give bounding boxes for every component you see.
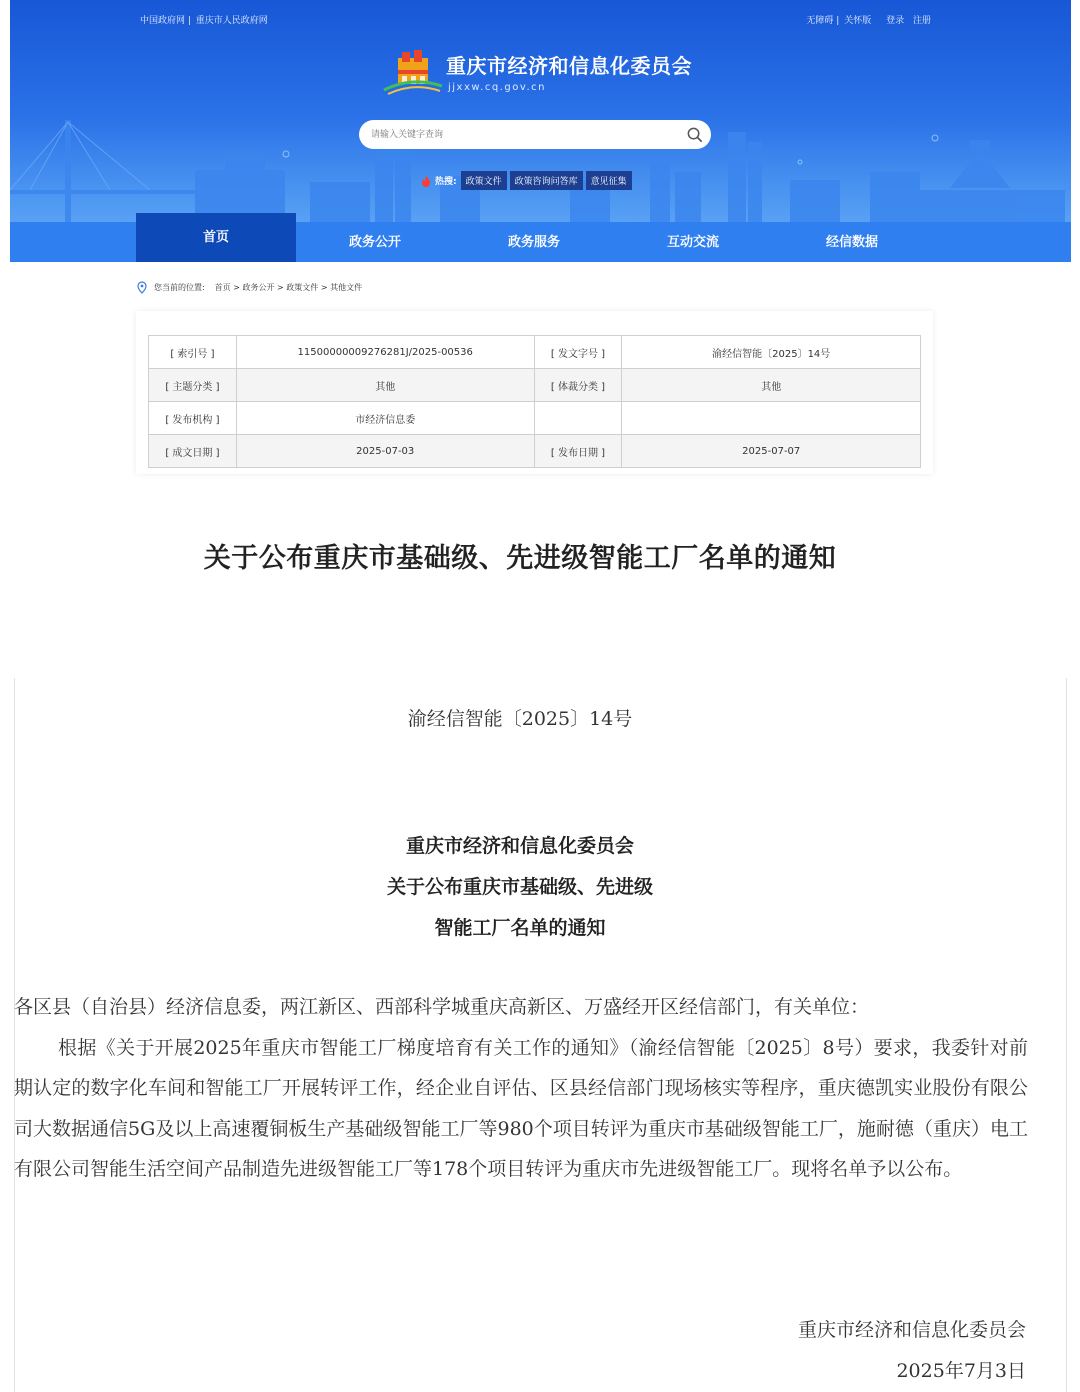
link-cq-gov[interactable]: 重庆市人民政府网 — [195, 16, 268, 26]
breadcrumb-path[interactable]: 首页 > 政务公开 > 政策文件 > 其他文件 — [214, 283, 363, 292]
content-border-right — [1066, 678, 1067, 1392]
page-title: 关于公布重庆市基础级、先进级智能工厂名单的通知 — [203, 543, 837, 574]
nav-government-affairs[interactable]: 政务公开 — [348, 235, 401, 250]
hot-tag-policy-qa[interactable]: 政策咨询问答库 — [510, 171, 583, 190]
site-url: jjxxw.cq.gov.cn — [448, 81, 546, 93]
docno-label: [ 发文字号 ] — [534, 336, 622, 369]
search-input[interactable] — [359, 120, 659, 149]
hot-tag-opinions[interactable]: 意见征集 — [586, 171, 632, 190]
top-right-links — [804, 13, 931, 26]
document-heading — [0, 826, 1040, 949]
site-header — [10, 0, 1071, 262]
index-label: [ 索引号 ] — [149, 336, 237, 369]
site-logo[interactable] — [382, 46, 692, 96]
link-gov-cn[interactable]: 中国政府网 | — [140, 16, 191, 26]
genre-label: [ 体裁分类 ] — [534, 369, 622, 402]
search-bar — [359, 120, 711, 149]
topic-label: [ 主题分类 ] — [149, 369, 237, 402]
empty-cell — [622, 402, 921, 435]
hot-search-label: 热搜: — [435, 177, 457, 187]
nav-home[interactable]: 首页 — [136, 213, 296, 262]
location-pin-icon — [136, 281, 148, 294]
hot-tag-policy-files[interactable]: 政策文件 — [461, 171, 507, 190]
signature-block — [798, 1310, 1026, 1391]
signature-date: 2025年7月3日 — [896, 1359, 1026, 1382]
created-value: 2025-07-03 — [236, 435, 534, 468]
heading-line-2: 关于公布重庆市基础级、先进级 — [386, 876, 653, 898]
table-row — [149, 369, 921, 402]
table-row — [149, 435, 921, 468]
heading-line-3: 智能工厂名单的通知 — [434, 917, 606, 939]
link-accessibility[interactable]: 无障碍 | — [806, 16, 840, 26]
table-row — [149, 336, 921, 369]
document-number: 渝经信智能〔2025〕14号 — [407, 708, 633, 730]
flame-icon — [420, 175, 432, 187]
breadcrumb-label: 您当前的位置: — [154, 283, 205, 292]
genre-value: 其他 — [622, 369, 921, 402]
created-label: [ 成文日期 ] — [149, 435, 237, 468]
nav-data[interactable]: 经信数据 — [825, 235, 878, 250]
main-nav — [10, 222, 1071, 262]
nav-government-services[interactable]: 政务服务 — [507, 235, 560, 250]
link-login[interactable]: 登录 — [886, 16, 905, 26]
document-metadata — [136, 311, 933, 474]
topic-value: 其他 — [236, 369, 534, 402]
issuer-value: 市经济信息委 — [236, 402, 534, 435]
metadata-table — [148, 335, 921, 468]
empty-cell — [534, 402, 622, 435]
emblem-logo-icon — [382, 46, 444, 96]
document-body — [14, 987, 1028, 1190]
breadcrumb — [136, 281, 362, 294]
index-value: 11500000009276281J/2025-00536 — [236, 336, 534, 369]
issuer-label: [ 发布机构 ] — [149, 402, 237, 435]
link-care-mode[interactable]: 关怀版 — [844, 16, 872, 26]
body-paragraph: 根据《关于开展2025年重庆市智能工厂梯度培育有关工作的通知》（渝经信智能〔2025〕8号）要求，我委针对前期认定的数字化车间和智能工厂开展转评工作，经企业自评估、区县经信部门现场核实等程序，重庆德凯实业股份有限公司大数据通信5G及以上高速覆铜板生产基础级智能工厂等980个项目转评为重庆市基础级智能工厂，施耐德（重庆）电工有限公司智能生活空间产品制造先进级智能工厂等178个项目转评为重庆市先进级智能工厂。现将名单予以公布。 — [14, 1036, 1028, 1180]
search-icon[interactable] — [686, 126, 703, 143]
heading-line-1: 重庆市经济和信息化委员会 — [405, 835, 634, 857]
table-row — [149, 402, 921, 435]
published-value: 2025-07-07 — [622, 435, 921, 468]
signature-org: 重庆市经济和信息化委员会 — [797, 1319, 1026, 1341]
site-title: 重庆市经济和信息化委员会 — [446, 53, 692, 78]
docno-value: 渝经信智能〔2025〕14号 — [622, 336, 921, 369]
nav-interaction[interactable]: 互动交流 — [666, 235, 719, 250]
salutation: 各区县（自治县）经济信息委，两江新区、西部科学城重庆高新区、万盛经开区经信部门，有关单位： — [14, 996, 870, 1018]
top-left-links — [140, 13, 270, 26]
hot-search — [420, 171, 635, 190]
published-label: [ 发布日期 ] — [534, 435, 622, 468]
link-register[interactable]: 注册 — [912, 16, 931, 26]
